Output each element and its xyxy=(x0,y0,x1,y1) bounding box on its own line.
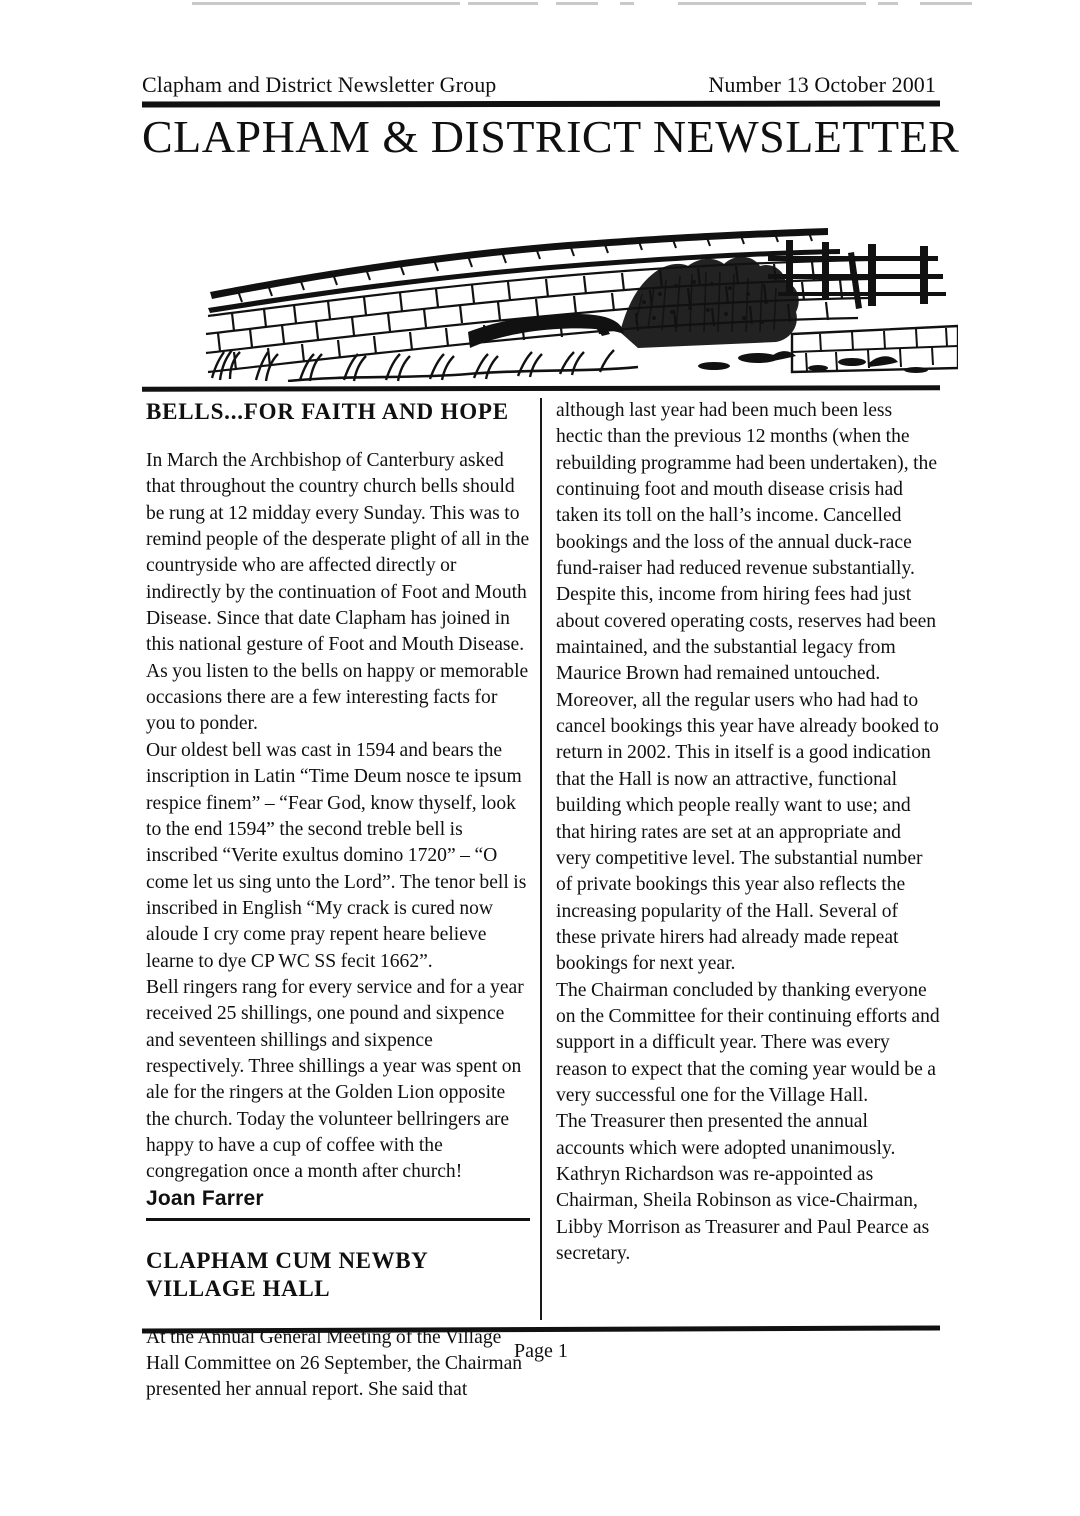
bells-paragraph-2: Our oldest bell was cast in 1594 and bears the inscription in Latin “Time Deum nosce te ipsum respice finem” – “Fear God, know thyself, look to the end 1594” the second treble bell is inscribed “Verite exultus domino 1720” – “O come let us sing unto the Lord”. The tenor bell is inscribed in English “My crack is cured now aloude I cry come pray repent heare believe learne to dye CP WC SS fecit 1662”. xyxy=(146,739,527,972)
newsletter-group-name: Clapham and District Newsletter Group xyxy=(142,72,497,97)
newsletter-title: CLAPHAM & DISTRICT NEWSLETTER xyxy=(142,111,960,162)
bells-paragraph-1: In March the Archbishop of Canterbury asked that throughout the country church bells should be rung at 12 midday every Sunday. This was to remind people of the desperate plight of all in the countryside who are affected directly or indirectly by the continuation of Foot and Mouth Disease. Since that date Clapham has joined in this national gesture of Foot and Mouth Disease. As you listen to the bells on happy or memorable occasions there are a few interesting facts for you to ponder. xyxy=(146,450,530,735)
left-column xyxy=(146,398,530,1404)
masthead-info-line xyxy=(142,72,940,98)
body-top-rule xyxy=(142,385,940,391)
page-footer: Page 1 xyxy=(514,1340,568,1362)
village-hall-heading-line-2: VILLAGE HALL xyxy=(146,1275,331,1301)
village-hall-continued-paragraph-4: Kathryn Richardson was re-appointed as Chairman, Sheila Robinson as vice-Chairman, Libby Morrison as Treasurer and Paul Pearce as secretary. xyxy=(556,1163,930,1264)
right-column xyxy=(556,398,940,1267)
article-separator-rule xyxy=(146,1218,530,1221)
issue-number-date: Number 13 October 2001 xyxy=(708,72,936,97)
village-hall-continued-paragraph-2: The Chairman concluded by thanking everyone on the Committee for their continuing efforts and support in a difficult year. There was every reason to expect that the coming year would be a very successful one for the Village Hall. xyxy=(556,979,940,1106)
article-heading-bells: BELLS...FOR FAITH AND HOPE xyxy=(146,399,509,424)
drystone-wall-illustration xyxy=(168,182,958,382)
column-divider xyxy=(540,398,542,1320)
masthead-divider-rule xyxy=(142,100,940,107)
article-heading-village-hall xyxy=(146,1247,530,1303)
masthead xyxy=(142,72,960,162)
village-hall-heading-line-1: CLAPHAM CUM NEWBY xyxy=(146,1247,429,1273)
bells-paragraph-3: Bell ringers rang for every service and for a year received 25 shillings, one pound and sixpence and seventeen shillings and sixpence respectively. Three shillings a year was spent on ale for the ringers at the Golden Lion opposite the church. Today the volunteer bellringers are happy to have a cup of coffee with the congregation once a month after church! xyxy=(146,976,524,1183)
village-hall-continued-paragraph-3: The Treasurer then presented the annual accounts which were adopted unanimously. xyxy=(556,1111,896,1159)
village-hall-continued-paragraph-1: although last year had been much been less hectic than the previous 12 months (when the rebuilding programme had been undertaken), the continuing foot and mouth disease crisis had taken its toll on the hall’s income. Cancelled bookings and the loss of the annual duck-race fund-raiser had reduced revenue substantially. Despite this, income from hiring fees had just about covered operating costs, reserves had been maintained, and the substantial legacy from Maurice Brown had remained untouched. Moreover, all the regular users who had had to cancel bookings this year have already booked to return in 2002. This in itself is a good indication that the Hall is now an attractive, functional building which people really want to use; and that hiring rates are set at an appropriate and very competitive level. The substantial number of private bookings this year also reflects the increasing popularity of the Hall. Several of these private hirers had already made repeat bookings for next year. xyxy=(556,400,939,975)
village-hall-paragraph-1: At the Annual General Meeting of the Village Hall Committee on 26 September, the Chairman presented her annual report. She said that xyxy=(146,1326,523,1401)
article-byline-joan-farrer: Joan Farrer xyxy=(146,1186,264,1210)
